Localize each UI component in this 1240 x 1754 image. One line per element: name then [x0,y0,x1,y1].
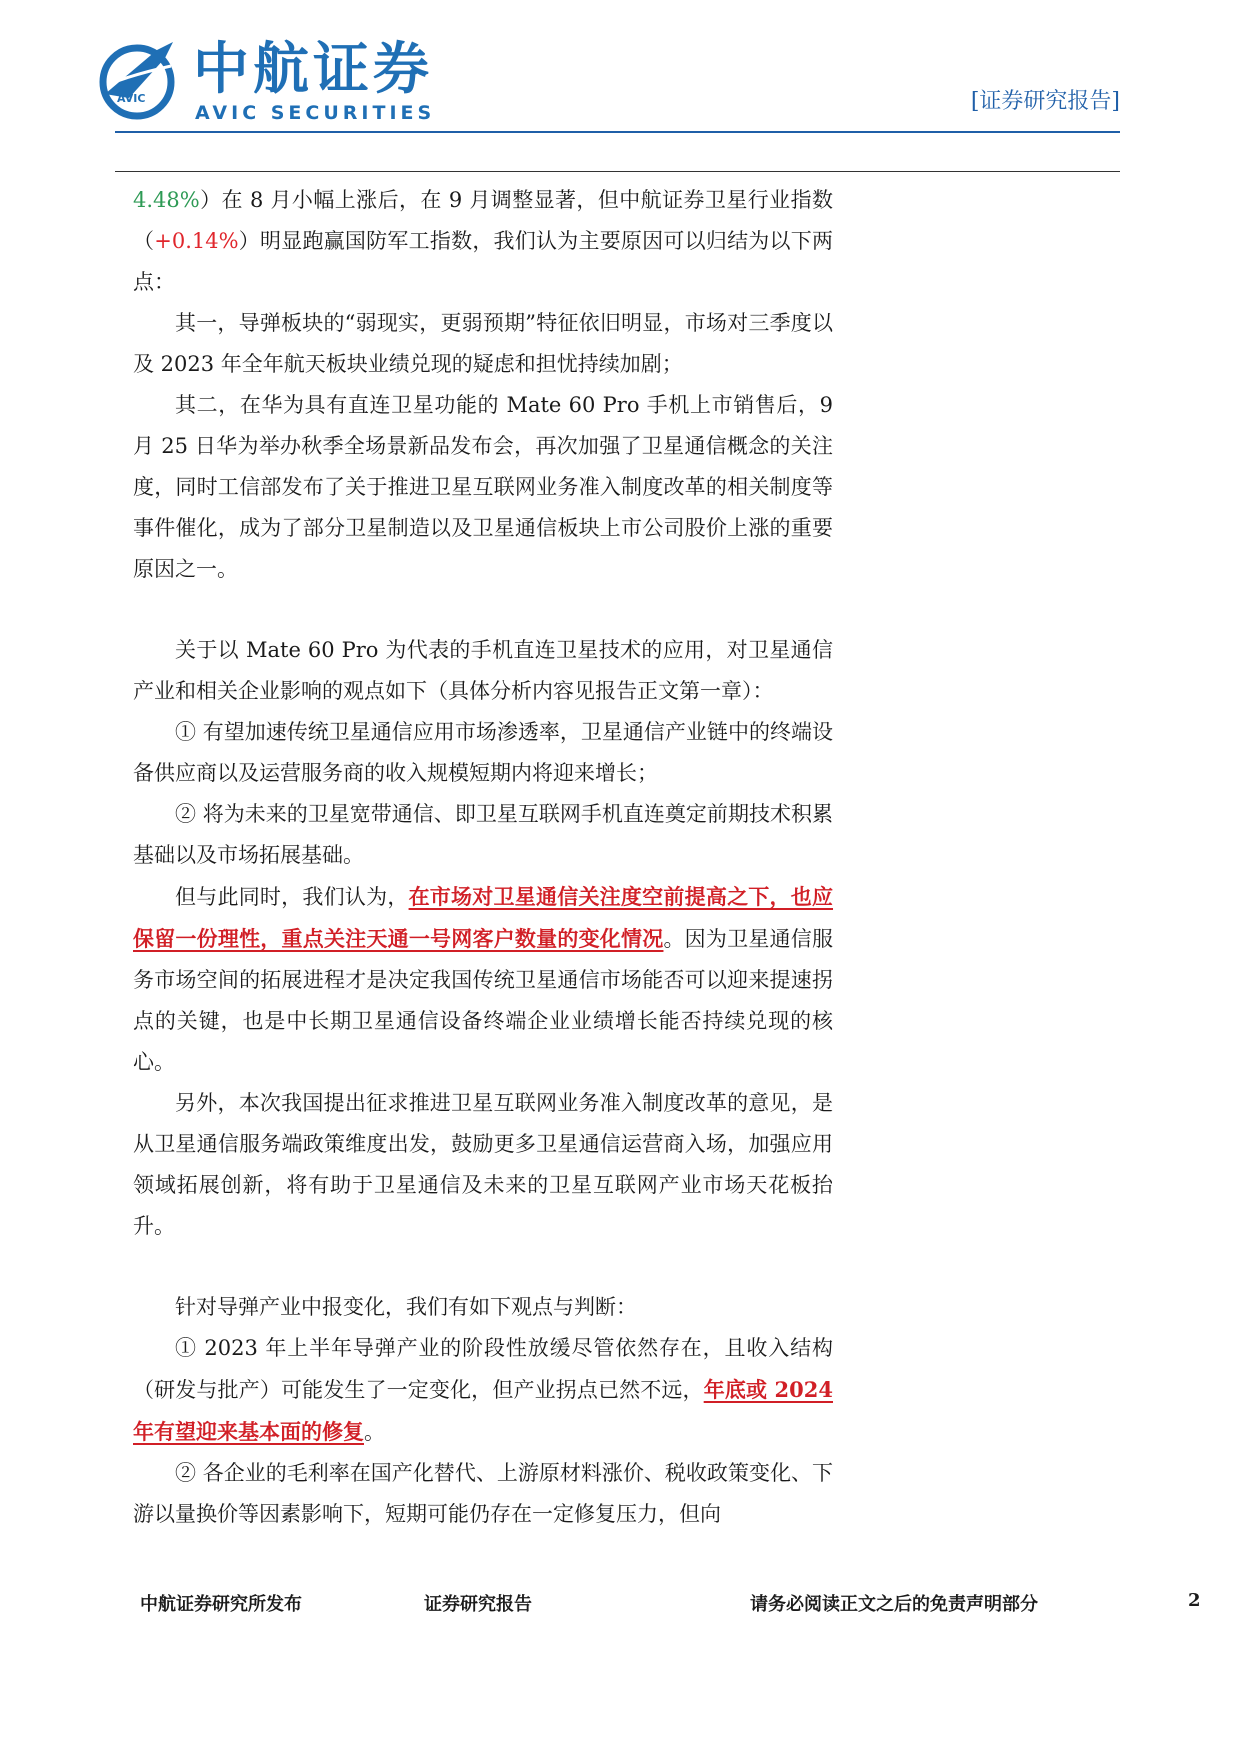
paragraph-reason-two: 其二，在华为具有直连卫星功能的 Mate 60 Pro 手机上市销售后，9 月 25 日华为举办秋季全场景新品发布会，再次加强了卫星通信概念的关注度，同时工信部发布了关于推进卫星互联网业务准入制度改革的相关制度等事件催化，成为了部分卫星制造以及卫星通信板块上市公司股价上涨的重要原因之一。 [133,393,833,581]
paragraph-caution [133,876,833,1083]
footer-disclaimer: 请务必阅读正文之后的免责声明部分 [750,1594,1038,1615]
report-body [133,180,833,1535]
paragraph-text: 但与此同时，我们认为， [175,885,409,909]
spacer [133,590,833,630]
paragraph-text: ）明显跑赢国防军工指数，我们认为主要原因可以归结为以下两点： [133,229,834,294]
paragraph-point-one: ① 有望加速传统卫星通信应用市场渗透率，卫星通信产业链中的终端设备供应商以及运营服务商的收入规模短期内将迎来增长； [133,720,833,785]
footer-publisher: 中航证券研究所发布 [140,1594,302,1615]
paragraph-text: 。因为卫星通信服务市场空间的拓展进程才是决定我国传统卫星通信市场能否可以迎来提速拐点的关键，也是中长期卫星通信设备终端企业业绩增长能否持续兑现的核心。 [133,927,833,1074]
page-number: 2 [1188,1590,1201,1611]
paragraph-policy: 另外，本次我国提出征求推进卫星互联网业务准入制度改革的意见，是从卫星通信服务端政策维度出发，鼓励更多卫星通信运营商入场，加强应用领域拓展创新，将有助于卫星通信及未来的卫星互联网产业市场天花板抬升。 [133,1091,833,1238]
content-top-divider [115,171,1120,172]
paragraph-missile-intro: 针对导弹产业中报变化，我们有如下观点与判断： [175,1295,637,1319]
header-divider [115,131,1120,133]
paragraph-text: 。 [364,1420,385,1444]
footer-report-type: 证券研究报告 [424,1594,532,1615]
report-type-label: [证券研究报告] [970,89,1120,114]
logo-chinese-name: 中航证券 [193,37,433,102]
spacer [133,1247,833,1287]
paragraph-missile-point-one [133,1328,833,1453]
paragraph-text: ① 2023 年上半年导弹产业的阶段性放缓尽管依然存在，且收入结构（研发与批产）可能发生了一定变化，但产业拐点已然不远， [133,1336,833,1402]
paragraph-point-two: ② 将为未来的卫星宽带通信、即卫星互联网手机直连奠定前期技术积累基础以及市场拓展基础。 [133,802,833,867]
emblem-text: AVIC [117,92,146,105]
page-footer [0,1590,1240,1630]
paragraph-index-performance [133,180,833,303]
company-logo [95,36,435,136]
paragraph-text: ）在 8 月小幅上涨后，在 9 月调整显著，但中航证券卫星行业指数（ [133,188,833,253]
highlight-text: 年底或 2024 年有望迎来基本面的修复 [133,1377,833,1444]
highlight-text: 在市场对卫星通信关注度空前提高之下，也应保留一份理性，重点关注天通一号网客户数量的变化情况 [133,884,834,951]
paragraph-missile-point-two: ② 各企业的毛利率在国产化替代、上游原材料涨价、税收政策变化、下游以量换价等因素影响下，短期可能仍存在一定修复压力，但向 [133,1461,833,1526]
paragraph-reason-one: 其一，导弹板块的“弱现实，更弱预期”特征依旧明显，市场对三季度以及 2023 年全年航天板块业绩兑现的疑虑和担忧持续加剧； [133,311,833,376]
paragraph-mate60-intro: 关于以 Mate 60 Pro 为代表的手机直连卫星技术的应用，对卫星通信产业和相关企业影响的观点如下（具体分析内容见报告正文第一章）： [133,638,833,703]
logo-english-name: AVIC SECURITIES [195,102,436,124]
avic-emblem-icon [95,36,181,122]
page-header [0,0,1240,180]
index-change-positive: +0.14% [154,229,239,253]
index-change-negative: 4.48% [133,188,200,212]
